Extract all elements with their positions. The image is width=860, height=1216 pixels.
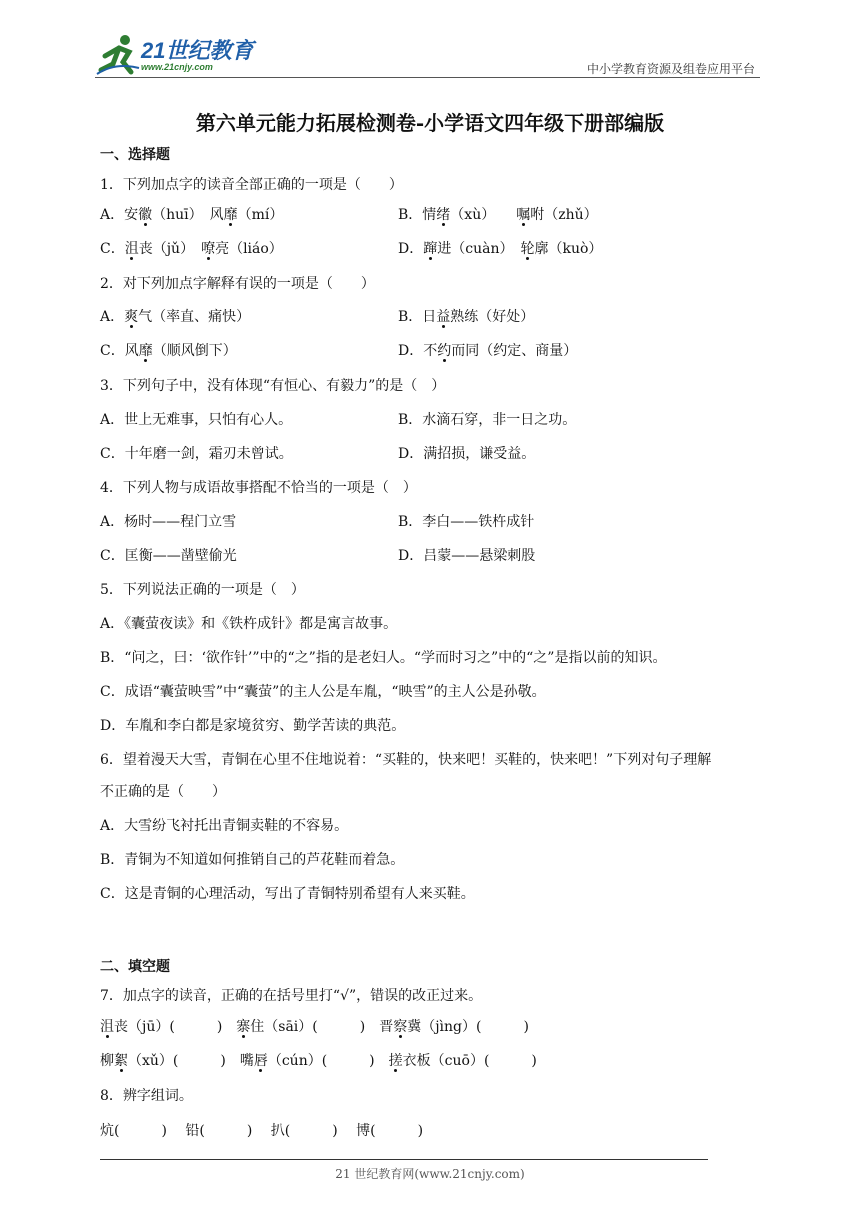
q7-row2: 柳絮（xǔ）( ) 嘴唇（cún）( ) 搓衣板（cuō）( ) [100, 1053, 537, 1069]
q5-option-d: D．车胤和李白都是家境贫穷、勤学苦读的典范。 [100, 718, 406, 734]
q1-option-a: A．安徽（huī） 风靡（mí） [100, 207, 284, 223]
q2-option-c: C．风靡（顺风倒下） [100, 343, 237, 359]
q3-option-b: B．水滴石穿，非一日之功。 [398, 412, 577, 428]
footer-divider [100, 1159, 708, 1160]
q2-stem: 2．对下列加点字解释有误的一项是（ ） [100, 276, 375, 292]
q3-option-a: A．世上无难事，只怕有心人。 [100, 412, 293, 428]
q6-option-b: B．青铜为不知道如何推销自己的芦花鞋而着急。 [100, 852, 405, 868]
q7-stem: 7．加点字的读音，正确的在括号里打“√”，错误的改正过来。 [100, 988, 483, 1004]
q3-stem: 3．下列句子中，没有体现“有恒心、有毅力”的是（ ） [100, 378, 446, 394]
q2-option-a: A．爽气（率直、痛快） [100, 309, 251, 325]
q3-option-d: D．满招损，谦受益。 [398, 446, 536, 462]
logo-url: www.21cnjy.com [141, 62, 213, 72]
section-heading-fill: 二、填空题 [100, 959, 170, 975]
page-title: 第六单元能力拓展检测卷-小学语文四年级下册部编版 [195, 111, 665, 135]
q2-option-b: B．日益熟练（好处） [398, 309, 535, 325]
logo [95, 32, 265, 76]
header-divider [95, 77, 760, 78]
q3-option-c: C．十年磨一剑，霜刃未曾试。 [100, 446, 293, 462]
q7-row1: 沮丧（jū）( ) 寨住（sāi）( ) 晋察冀（jìng）( ) [100, 1019, 529, 1035]
q4-option-d: D．吕蒙——悬梁刺股 [398, 548, 536, 564]
q8-row: 炕( ) 铅( ) 扒( ) 博( ) [100, 1123, 424, 1139]
q5-option-c: C．成语“囊萤映雪”中“囊萤”的主人公是车胤，“映雪”的主人公是孙敬。 [100, 684, 546, 700]
q1-option-c: C．沮丧（jǔ） 嘹亮（liáo） [100, 241, 283, 257]
platform-name: 中小学教育资源及组卷应用平台 [586, 62, 755, 76]
page-header [95, 30, 760, 80]
q1-stem: 1．下列加点字的读音全部正确的一项是（ ） [100, 177, 403, 193]
q6-stem-line2: 不正确的是（ ） [100, 784, 226, 800]
page-footer: 21 世纪教育网(www.21cnjy.com) [335, 1167, 525, 1181]
q1-option-d: D．蹿进（cuàn） 轮廓（kuò） [398, 241, 603, 257]
q4-option-a: A．杨时——程门立雪 [100, 514, 237, 530]
q5-option-b: B．“问之，曰：‘欲作针’”中的“之”指的是老妇人。“学而时习之”中的“之”是指以前的知识。 [100, 650, 667, 666]
runner-icon [95, 32, 141, 76]
q8-stem: 8．辨字组词。 [100, 1088, 193, 1104]
q1-option-b: B．情绪（xù） 嘱咐（zhǔ） [398, 207, 598, 223]
q6-option-a: A．大雪纷飞衬托出青铜卖鞋的不容易。 [100, 818, 349, 834]
q4-option-b: B．李白——铁杵成针 [398, 514, 535, 530]
q4-stem: 4．下列人物与成语故事搭配不恰当的一项是（ ） [100, 480, 417, 496]
q2-option-d: D．不约而同（约定、商量） [398, 343, 578, 359]
logo-text: 21世纪教育 [141, 38, 254, 63]
q5-stem: 5．下列说法正确的一项是（ ） [100, 582, 305, 598]
q6-stem-line1: 6．望着漫天大雪，青铜在心里不住地说着：“买鞋的，快来吧！买鞋的，快来吧！”下列对句子理解 [100, 752, 712, 768]
q4-option-c: C．匡衡——凿壁偷光 [100, 548, 237, 564]
q6-option-c: C．这是青铜的心理活动，写出了青铜特别希望有人来买鞋。 [100, 886, 475, 902]
section-heading-choice: 一、选择题 [100, 147, 170, 163]
q5-option-a: A．《囊萤夜读》和《铁杵成针》都是寓言故事。 [100, 616, 398, 632]
